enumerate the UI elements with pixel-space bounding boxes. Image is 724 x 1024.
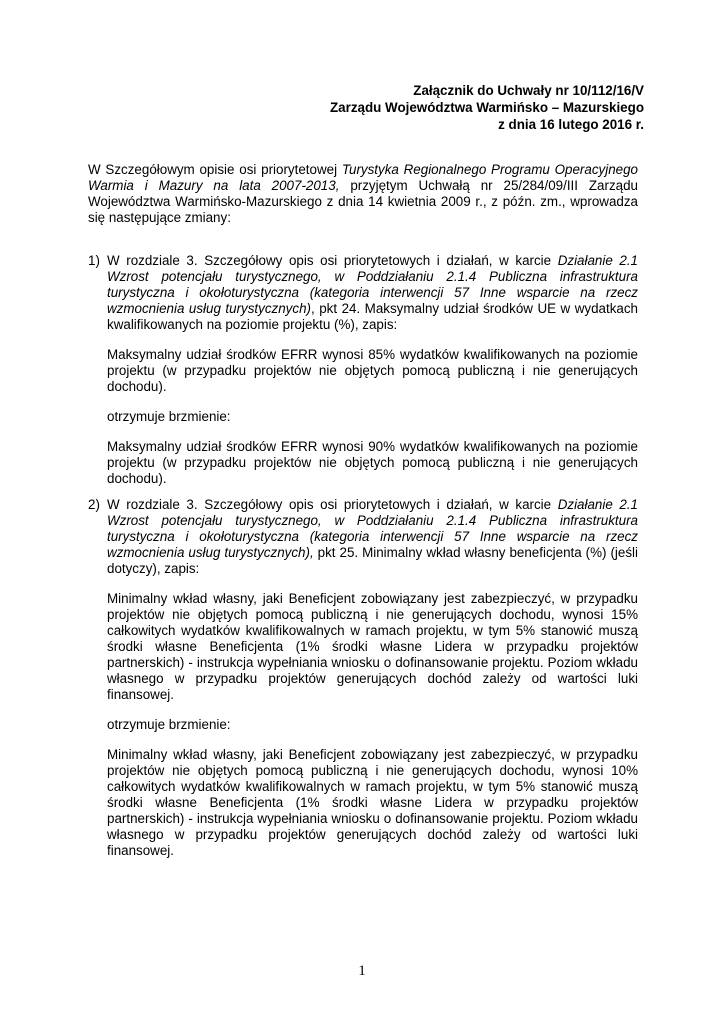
header-line-1: Załącznik do Uchwały nr 10/112/16/V xyxy=(413,83,644,98)
receives-label: otrzymuje brzmienie: xyxy=(107,717,231,732)
item-lead: W rozdziale 3. Szczegółowy opis osi priorytetowych i działań, w karcie xyxy=(107,253,558,268)
document-header xyxy=(330,82,644,133)
intro-paragraph xyxy=(88,162,638,226)
page-number: 1 xyxy=(358,963,366,979)
item-tail: , pkt 24. Maksymalny udział środków UE w wydatkach kwalifikowanych na poziomie projektu (%), zapis: xyxy=(107,301,638,332)
amendment-item-2 xyxy=(88,497,638,859)
old-text: Maksymalny udział środków EFRR wynosi 85% wydatków kwalifikowanych na poziomie projektu (w przypadku projektów nie objętych pomocą publiczną i nie generujących dochodu). xyxy=(107,347,638,394)
item-description xyxy=(107,497,638,577)
intro-text-2: przyjętym Uchwałą nr 25/284/09/III Zarządu Województwa Warmińsko-Mazurskiego z dnia 14 kwietnia 2009 r., z późn. zm., wprowadza się następujące zmiany: xyxy=(88,178,638,225)
header-line-2: Zarządu Województwa Warmińsko – Mazurskiego xyxy=(330,100,644,115)
header-line-3: z dnia 16 lutego 2016 r. xyxy=(498,117,644,132)
receives-label: otrzymuje brzmienie: xyxy=(107,409,231,424)
item-tail: pkt 25. Minimalny wkład własny beneficjenta (%) (jeśli dotyczy), zapis: xyxy=(107,545,638,576)
new-text: Minimalny wkład własny, jaki Beneficjent zobowiązany jest zabezpieczyć, w przypadku projektów nie objętych pomocą publiczną i nie generujących dochodu, wynosi 10% całkowitych wydatków kwalifikowalnych w ramach projektu, w tym 5% stanowić muszą środki własne Beneficjenta (1% środki własne Lidera w przypadku projektów partnerskich) - instrukcja wypełniania wniosku o dofinansowanie projektu. Poziom wkładu własnego w przypadku projektów generujących dochód zależy od wartości luki finansowej. xyxy=(107,747,638,858)
new-text: Maksymalny udział środków EFRR wynosi 90% wydatków kwalifikowanych na poziomie projektu (w przypadku projektów nie objętych pomocą publiczną i nie generujących dochodu). xyxy=(107,439,638,486)
item-number: 1) xyxy=(88,253,100,268)
intro-text-1: W Szczegółowym opisie osi priorytetowej xyxy=(88,162,342,177)
item-number: 2) xyxy=(88,497,100,512)
item-italic: Działanie 2.1 Wzrost potencjału turystycznego, w Poddziałaniu 2.1.4 Publiczna infrastruktura turystyczna i okołoturystyczna (kategoria interwencji 57 Inne wsparcie na rzecz wzmocnienia usług turystycznych) xyxy=(107,253,638,316)
item-description xyxy=(107,253,638,333)
item-italic: Działanie 2.1 Wzrost potencjału turystycznego, w Poddziałaniu 2.1.4 Publiczna infrastruktura turystyczna i okołoturystyczna (kategoria interwencji 57 Inne wsparcie na rzecz wzmocnienia usług turystycznych), xyxy=(107,497,638,560)
item-lead: W rozdziale 3. Szczegółowy opis osi priorytetowych i działań, w karcie xyxy=(107,497,558,512)
intro-italic: Turystyka Regionalnego Programu Operacyjnego Warmia i Mazury na lata 2007-2013, xyxy=(88,162,638,193)
old-text: Minimalny wkład własny, jaki Beneficjent zobowiązany jest zabezpieczyć, w przypadku projektów nie objętych pomocą publiczną i nie generujących dochodu, wynosi 15% całkowitych wydatków kwalifikowalnych w ramach projektu, w tym 5% stanowić muszą środki własne Beneficjenta (1% środki własne Lidera w przypadku projektów partnerskich) - instrukcja wypełniania wniosku o dofinansowanie projektu. Poziom wkładu własnego w przypadku projektów generujących dochód zależy od wartości luki finansowej. xyxy=(107,591,638,702)
amendment-item-1 xyxy=(88,253,638,487)
